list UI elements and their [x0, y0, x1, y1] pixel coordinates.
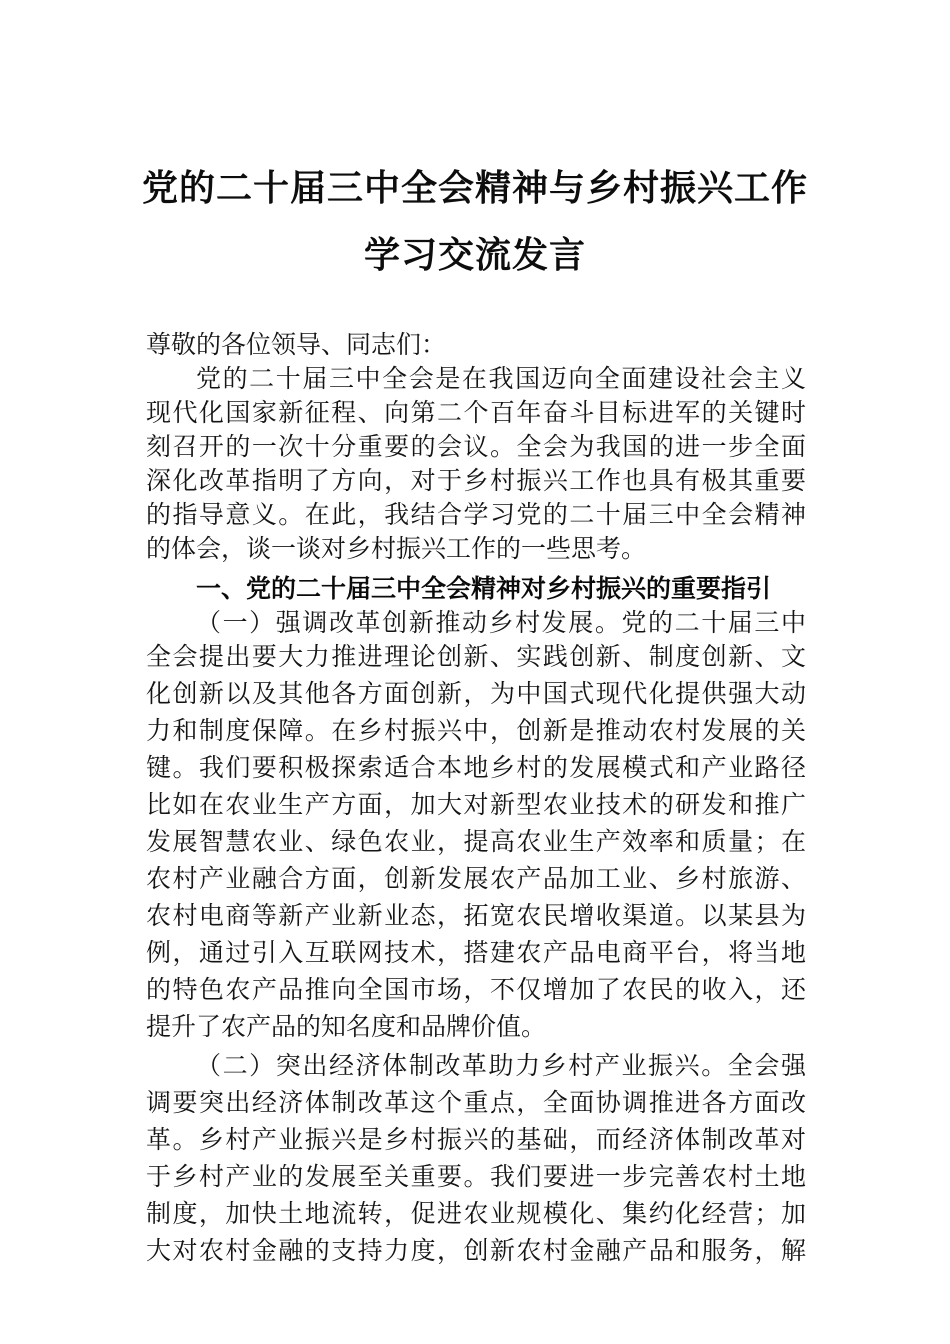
paragraph-line: （二）突出经济体制改革助力乡村产业振兴。全会强	[196, 1051, 806, 1080]
paragraph-line: 化创新以及其他各方面创新，为中国式现代化提供强大动	[146, 679, 806, 708]
paragraph-line: 调要突出经济体制改革这个重点，全面协调推进各方面改	[146, 1088, 806, 1117]
paragraph-line: 刻召开的一次十分重要的会议。全会为我国的进一步全面	[146, 432, 806, 461]
paragraph-line: 于乡村产业的发展至关重要。我们要进一步完善农村土地	[146, 1162, 806, 1191]
paragraph-line: 大对农村金融的支持力度，创新农村金融产品和服务，解	[146, 1236, 806, 1265]
paragraph-line: 的特色农产品推向全国市场，不仅增加了农民的收入，还	[146, 975, 806, 1004]
paragraph-line: 比如在农业生产方面，加大对新型农业技术的研发和推广	[146, 790, 806, 819]
paragraph-line: 力和制度保障。在乡村振兴中，创新是推动农村发展的关	[146, 716, 806, 745]
paragraph-line: 革。乡村产业振兴是乡村振兴的基础，而经济体制改革对	[146, 1125, 806, 1154]
paragraph-line: 的体会，谈一谈对乡村振兴工作的一些思考。	[146, 534, 647, 563]
paragraph-line: 现代化国家新征程、向第二个百年奋斗目标进军的关键时	[146, 398, 806, 427]
paragraph-line: 全会提出要大力推进理论创新、实践创新、制度创新、文	[146, 642, 806, 671]
paragraph-line: （一）强调改革创新推动乡村发展。党的二十届三中	[196, 608, 806, 637]
paragraph-line: 深化改革指明了方向，对于乡村振兴工作也具有极其重要	[146, 466, 806, 495]
paragraph-line: 农村电商等新产业新业态，拓宽农民增收渠道。以某县为	[146, 901, 806, 930]
section-heading: 一、党的二十届三中全会精神对乡村振兴的重要指引	[196, 574, 772, 603]
salutation: 尊敬的各位领导、同志们：	[146, 330, 447, 359]
paragraph-line: 键。我们要积极探索适合本地乡村的发展模式和产业路径	[146, 753, 806, 782]
paragraph-line: 制度，加快土地流转，促进农业规模化、集约化经营；加	[146, 1199, 806, 1228]
paragraph-line: 农村产业融合方面，创新发展农产品加工业、乡村旅游、	[146, 864, 806, 893]
document-title-line-1: 党的二十届三中全会精神与乡村振兴工作	[141, 167, 808, 209]
paragraph-line: 提升了农产品的知名度和品牌价值。	[146, 1012, 547, 1041]
document-title-line-2: 学习交流发言	[363, 234, 586, 276]
paragraph-line: 的指导意义。在此，我结合学习党的二十届三中全会精神	[146, 500, 806, 529]
paragraph-line: 党的二十届三中全会是在我国迈向全面建设社会主义	[196, 364, 806, 393]
paragraph-line: 例，通过引入互联网技术，搭建农产品电商平台，将当地	[146, 938, 806, 967]
paragraph-line: 发展智慧农业、绿色农业，提高农业生产效率和质量；在	[146, 827, 806, 856]
